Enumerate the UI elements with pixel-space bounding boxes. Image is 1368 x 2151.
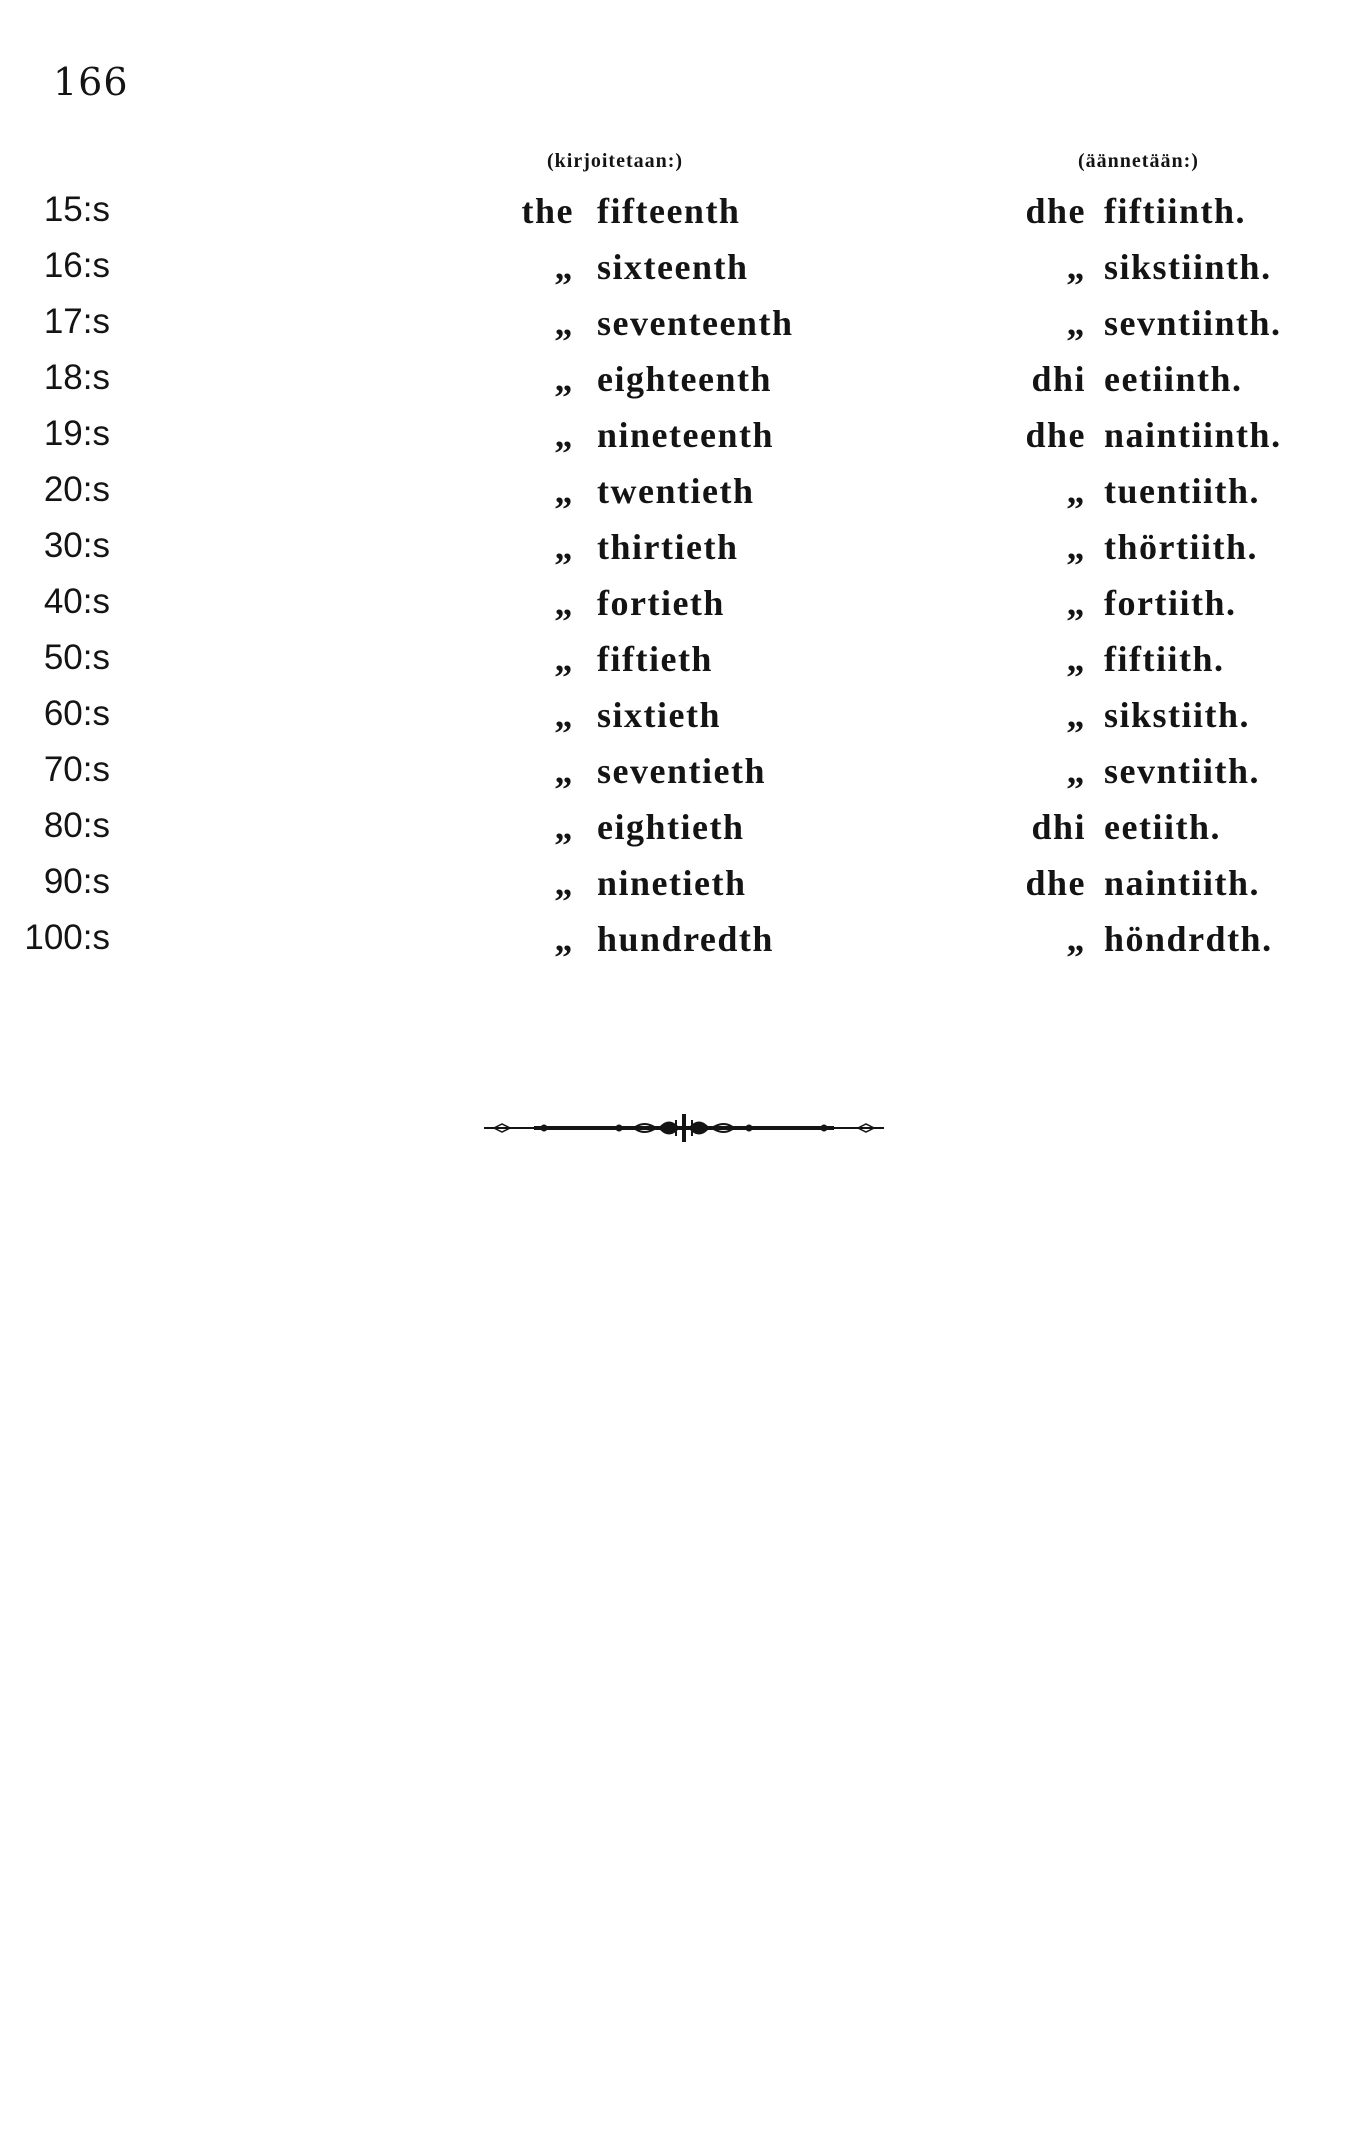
table-row: [0, 190, 1368, 246]
ordinal-number: 50:s: [43, 638, 110, 677]
ditto-mark: „: [554, 863, 574, 903]
pronounced-word: thörtiith.: [1104, 527, 1258, 567]
written-word: fifteenth: [597, 191, 741, 231]
written-article: the: [521, 191, 574, 231]
ditto-mark: „: [1066, 919, 1086, 959]
written-word: seventeenth: [597, 303, 794, 343]
pronounced-column-header: (äännetään:): [1078, 150, 1199, 172]
pronounced-word: eetiith.: [1104, 807, 1221, 847]
table-row: [0, 246, 1368, 302]
written-word: nineteenth: [597, 415, 774, 455]
pronounced-word: naintiith.: [1104, 863, 1261, 903]
page-number: 166: [53, 60, 129, 104]
pronounced-word: fortiith.: [1104, 583, 1237, 623]
written-word: fiftieth: [597, 639, 713, 679]
ordinal-number: 15:s: [43, 190, 110, 229]
written-word: twentieth: [597, 471, 755, 511]
pronounced-article: dhe: [1025, 191, 1086, 231]
written-word: seventieth: [597, 751, 766, 791]
ordinal-number: 40:s: [43, 582, 110, 621]
written-word: hundredth: [597, 919, 774, 959]
ditto-mark: „: [554, 807, 574, 847]
table-row: [0, 750, 1368, 806]
ditto-mark: „: [554, 583, 574, 623]
ordinal-number: 90:s: [43, 862, 110, 901]
ordinal-number: 30:s: [43, 526, 110, 565]
ditto-mark: „: [1066, 751, 1086, 791]
table-row: [0, 694, 1368, 750]
table-row: [0, 414, 1368, 470]
table-row: [0, 862, 1368, 918]
pronounced-word: naintiinth.: [1104, 415, 1282, 455]
ditto-mark: „: [1066, 639, 1086, 679]
written-word: fortieth: [597, 583, 725, 623]
ordinal-number: 16:s: [43, 246, 110, 285]
ditto-mark: „: [554, 247, 574, 287]
table-row: [0, 918, 1368, 974]
pronounced-word: sevntiith.: [1104, 751, 1261, 791]
written-word: sixteenth: [597, 247, 749, 287]
ditto-mark: „: [554, 527, 574, 567]
ditto-mark: „: [1066, 527, 1086, 567]
pronounced-word: fiftiinth.: [1104, 191, 1247, 231]
written-word: ninetieth: [597, 863, 747, 903]
ordinal-number: 17:s: [43, 302, 110, 341]
ditto-mark: „: [1066, 303, 1086, 343]
table-row: [0, 470, 1368, 526]
pronounced-word: sevntiinth.: [1104, 303, 1282, 343]
ditto-mark: „: [1066, 695, 1086, 735]
ditto-mark: „: [554, 303, 574, 343]
pronounced-word: fiftiith.: [1104, 639, 1225, 679]
pronounced-article: dhi: [1031, 359, 1086, 399]
table-row: [0, 638, 1368, 694]
pronounced-article: dhe: [1025, 863, 1086, 903]
ditto-mark: „: [554, 695, 574, 735]
ditto-mark: „: [1066, 471, 1086, 511]
ditto-mark: „: [554, 471, 574, 511]
table-row: [0, 358, 1368, 414]
pronounced-word: sikstiinth.: [1104, 247, 1272, 287]
ordinal-number: 20:s: [43, 470, 110, 509]
pronounced-article: dhe: [1025, 415, 1086, 455]
table-row: [0, 526, 1368, 582]
ditto-mark: „: [554, 919, 574, 959]
written-column-header: (kirjoitetaan:): [547, 150, 684, 172]
ordinal-number: 100:s: [24, 918, 110, 957]
table-row: [0, 806, 1368, 862]
pronounced-word: eetiinth.: [1104, 359, 1243, 399]
ordinal-number: 70:s: [43, 750, 110, 789]
ditto-mark: „: [554, 639, 574, 679]
ordinal-number: 80:s: [43, 806, 110, 845]
written-word: thirtieth: [597, 527, 739, 567]
ditto-mark: „: [554, 415, 574, 455]
written-word: eighteenth: [597, 359, 772, 399]
ordinal-number: 18:s: [43, 358, 110, 397]
pronounced-word: höndrdth.: [1104, 919, 1273, 959]
decorative-divider: [484, 1108, 884, 1148]
ditto-mark: „: [554, 359, 574, 399]
ditto-mark: „: [554, 751, 574, 791]
pronounced-word: sikstiith.: [1104, 695, 1251, 735]
pronounced-word: tuentiith.: [1104, 471, 1261, 511]
ditto-mark: „: [1066, 583, 1086, 623]
ordinal-number: 60:s: [43, 694, 110, 733]
ordinal-number: 19:s: [43, 414, 110, 453]
pronounced-article: dhi: [1031, 807, 1086, 847]
table-row: [0, 302, 1368, 358]
ditto-mark: „: [1066, 247, 1086, 287]
written-word: eightieth: [597, 807, 745, 847]
written-word: sixtieth: [597, 695, 721, 735]
table-row: [0, 582, 1368, 638]
